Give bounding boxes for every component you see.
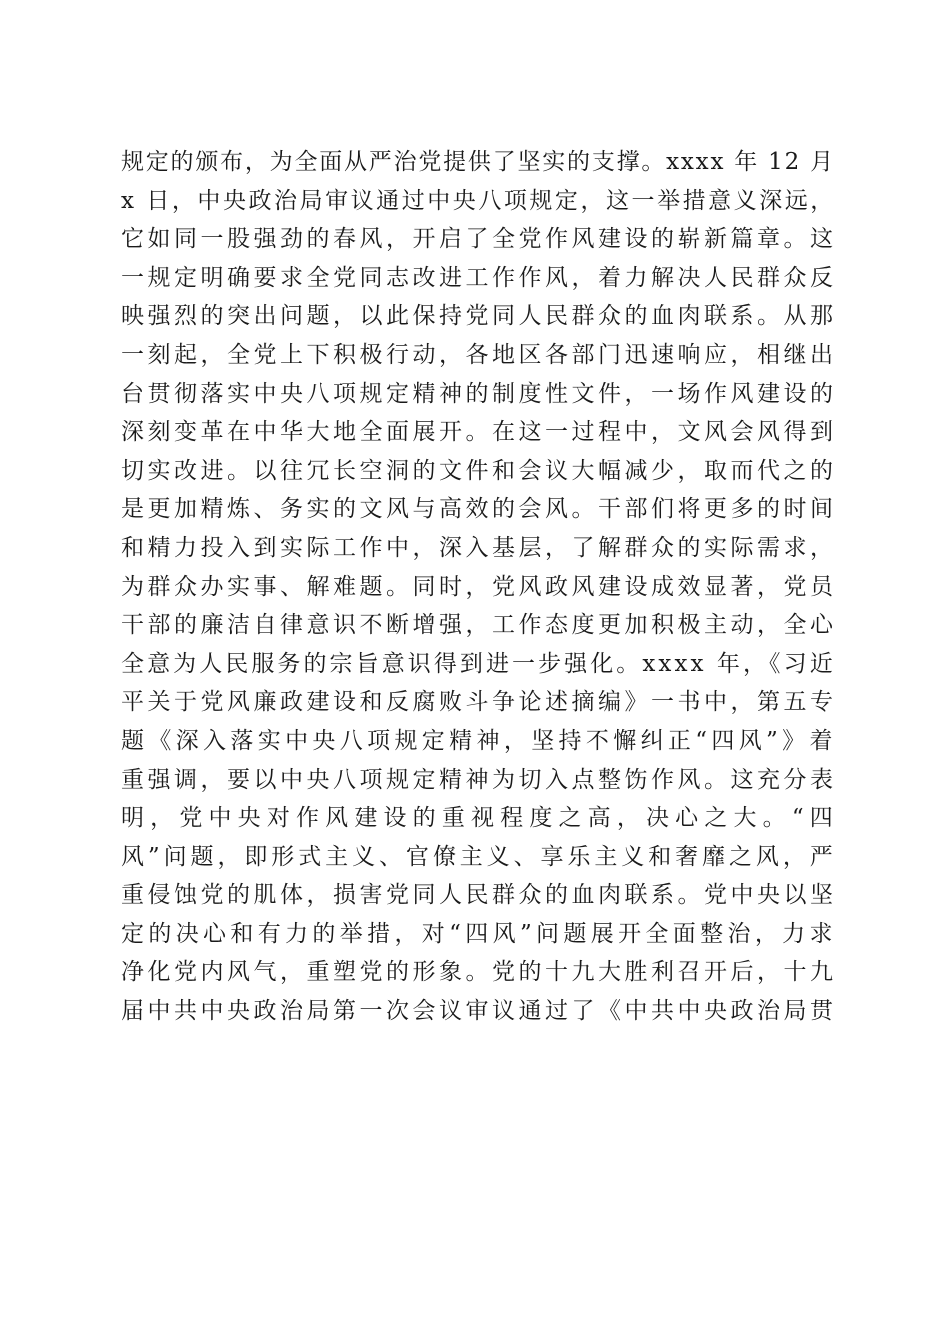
text-line: 台贯彻落实中央八项规定精神的制度性文件，一场作风建设的 [121,380,837,407]
text-line: 定的决心和有力的举措，对“四风”问题展开全面整治，力求 [121,920,837,947]
text-line: 干部的廉洁自律意识不断增强，工作态度更加积极主动，全心 [121,612,837,639]
text-line: 平关于党风廉政建设和反腐败斗争论述摘编》一书中，第五专 [121,689,837,716]
text-line: 是更加精炼、务实的文风与高效的会风。干部们将更多的时间 [121,496,837,523]
text-line: 题《深入落实中央八项规定精神，坚持不懈纠正“四风”》着 [121,727,837,754]
body-text [121,143,839,1031]
text-line: 规定的颁布，为全面从严治党提供了坚实的支撑。xxxx 年 12 月 [121,149,835,175]
text-line: 明，党中央对作风建设的重视程度之高，决心之大。“四 [121,805,839,832]
text-line: 切实改进。以往冗长空洞的文件和会议大幅减少，取而代之的 [121,457,837,484]
text-line: 重强调，要以中央八项规定精神为切入点整饬作风。这充分表 [121,766,837,793]
text-line: 一刻起，全党上下积极行动，各地区各部门迅速响应，相继出 [121,341,837,368]
text-line: 全意为人民服务的宗旨意识得到进一步强化。xxxx 年，《习近 [121,650,836,677]
text-line: 届中共中央政治局第一次会议审议通过了《中共中央政治局贯 [121,998,837,1025]
text-line: 和精力投入到实际工作中，深入基层，了解群众的实际需求， [121,534,837,561]
text-line: x 日，中央政治局审议通过中央八项规定，这一举措意义深远， [121,187,836,214]
text-line: 映强烈的突出问题，以此保持党同人民群众的血肉联系。从那 [121,303,837,330]
text-line: 重侵蚀党的肌体，损害党同人民群众的血肉联系。党中央以坚 [121,882,837,909]
text-line: 一规定明确要求全党同志改进工作作风，着力解决人民群众反 [121,264,837,291]
text-line: 为群众办实事、解难题。同时，党风政风建设成效显著，党员 [121,573,837,600]
text-line: 深刻变革在中华大地全面展开。在这一过程中，文风会风得到 [121,419,837,446]
text-line: 它如同一股强劲的春风，开启了全党作风建设的崭新篇章。这 [121,226,837,253]
text-line: 风”问题，即形式主义、官僚主义、享乐主义和奢靡之风，严 [121,843,837,870]
text-line: 净化党内风气，重塑党的形象。党的十九大胜利召开后，十九 [121,959,837,986]
